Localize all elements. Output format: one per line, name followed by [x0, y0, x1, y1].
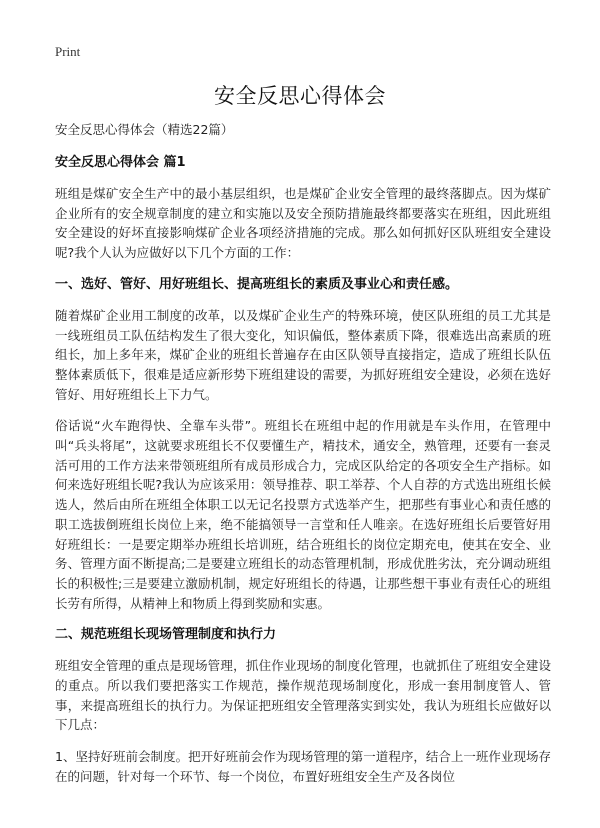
paragraph-team-leader-quality: 随着煤矿企业用工制度的改革，以及煤矿企业生产的特殊环境，使区队班组的员工尤其是一线班组员工队伍结构发生了很大变化，知识偏低，整体素质下降，很难选出高素质的班组长，加上多年来，煤矿企业的班组长普遍存在由区队领导直接指定，造成了班组长队伍整体素质低下，很难是适应新形势下班组建设的需要，为抓好班组安全建设，必须在选好管好、用好班组长上下力气。 [55, 307, 551, 402]
section-heading-2: 二、规范班组长现场管理制度和执行力 [55, 627, 277, 643]
article-heading: 安全反思心得体会 篇1 [55, 155, 186, 170]
section-heading-1: 一、选好、管好、用好班组长、提高班组长的素质及事业心和责任感。 [55, 276, 459, 292]
paragraph-team-leader-selection: 俗话说“火车跑得快、全靠车头带”。班组长在班组中起的作用就是车头作用，在管理中叫“兵头将尾”，这就要求班组长不仅要懂生产，精技术，通安全，熟管理，还要有一套灵活可用的工作方法来带领班组所有成员形成合力，完成区队给定的各项安全生产指标。如何来选好班组长呢?我认为应该采用：领导推荐、职工举荐、个人自荐的方式选出班组长候选人，然后由所在班组全体职工以无记名投票方式选举产生，把那些有事业心和责任感的职工选拔倒班组长岗位上来，绝不能搞领导一言堂和任人唯亲。在选好班组长后要管好用好班组长：一是要定期举办班组长培训班，结合班组长的岗位定期充电，使其在安全、业务、管理方面不断提高;二是要建立班组长的动态管理机制，形成优胜劣汰，充分调动班组长的积极性;三是要建立激励机制，规定好班组长的待遇，让那些想干事业有责任心的班组长劳有所得，从精神上和物质上得到奖励和实惠。 [55, 418, 551, 611]
paragraph-site-management: 班组安全管理的重点是现场管理，抓住作业现场的制度化管理，也就抓住了班组安全建设的重点。所以我们要把落实工作规范，操作规范现场制度化，形成一套用制度管人、管事，来提高班组长的执行力。为保证把班组安全管理落实到实处，我认为班组长应做好以下几点： [55, 658, 551, 733]
print-link[interactable]: Print [55, 44, 81, 59]
document-title: 安全反思心得体会 [214, 84, 386, 108]
paragraph-intro: 班组是煤矿安全生产中的最小基层组织，也是煤矿企业安全管理的最终落脚点。因为煤矿企业所有的安全规章制度的建立和实施以及安全预防措施最终都要落实在班组，因此班组安全建设的好坏直接影响煤矿企业各项经济措施的完成。那么如何抓好区队班组安全建设呢?我个人认为应做好以下几个方面的工作： [55, 186, 551, 261]
paragraph-pre-shift-meeting: 1、坚持好班前会制度。把开好班前会作为现场管理的第一道程序，结合上一班作业现场存在的问题，针对每一个环节、每一个岗位，布置好班组安全生产及各岗位 [55, 749, 551, 784]
document-subtitle: 安全反思心得体会（精选22篇） [55, 122, 234, 137]
document-body [55, 121, 551, 799]
